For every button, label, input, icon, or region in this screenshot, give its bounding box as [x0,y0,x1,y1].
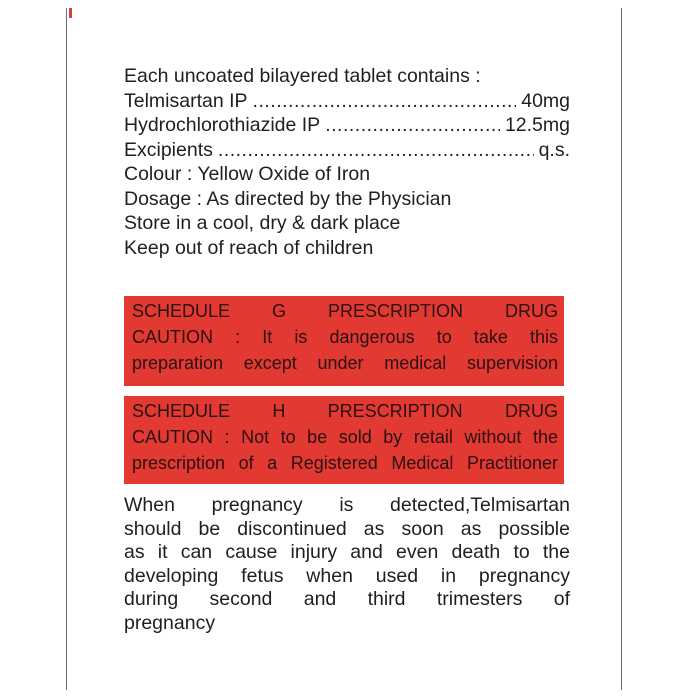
pregnancy-warning [124,494,570,635]
ingredient-amount: 40mg [521,89,570,112]
schedule-h-heading: SCHEDULE H PRESCRIPTION DRUG [132,401,558,421]
leader-dots [218,138,534,163]
ingredient-amount: 12.5mg [504,114,570,136]
pregnancy-warning-line: as it can cause injury and even death to the [124,541,570,563]
storage-info: Store in a cool, dry & dark place [124,212,401,234]
composition-intro: Each uncoated bilayered tablet contains : [124,65,481,87]
composition-section [124,64,570,260]
ingredient-name: Telmisartan IP [124,89,248,112]
pregnancy-warning-line: developing fetus when used in pregnancy [124,564,570,587]
ingredient-row [124,138,570,163]
pregnancy-warning-line: When pregnancy is detected,Telmisartan [124,494,570,516]
schedule-h-caution-line: CAUTION : Not to be sold by retail without the [132,427,558,447]
pregnancy-warning-line: pregnancy [124,611,216,634]
red-corner-mark [69,8,72,18]
ingredient-amount: q.s. [538,138,570,161]
pregnancy-warning-line: should be discontinued as soon as possible [124,517,570,540]
children-warning: Keep out of reach of children [124,236,374,259]
schedule-g-caution-box [124,296,564,386]
dosage-info: Dosage : As directed by the Physician [124,187,452,210]
ingredient-row [124,113,570,138]
ingredient-row [124,89,570,114]
colour-info: Colour : Yellow Oxide of Iron [124,163,371,185]
leader-dots [253,89,517,114]
schedule-g-caution-line: CAUTION : It is dangerous to take this [132,327,558,347]
schedule-g-heading: SCHEDULE G PRESCRIPTION DRUG [132,301,558,321]
ingredient-name: Excipients [124,138,213,161]
schedule-g-caution-line: preparation except under medical supervision [132,353,558,373]
pregnancy-warning-line: during second and third trimesters of [124,588,570,610]
schedule-h-caution-line: prescription of a Registered Medical Practitioner [132,453,558,473]
schedule-h-caution-box [124,396,564,484]
ingredient-name: Hydrochlorothiazide IP [124,114,321,136]
leader-dots [325,113,500,138]
